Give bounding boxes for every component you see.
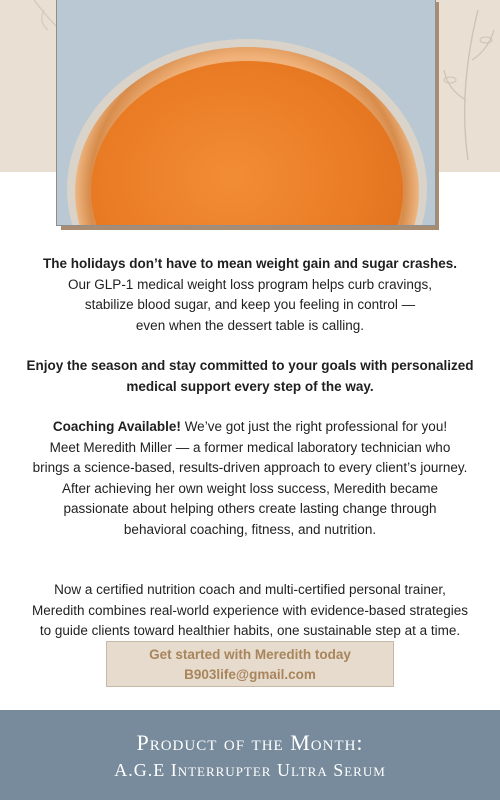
headline: The holidays don’t have to mean weight gain and sugar crashes. xyxy=(42,256,458,271)
cta-label: Get started with Meredith today xyxy=(149,647,351,662)
coaching-line: brings a science-based, results-driven approach to every client’s journey. xyxy=(32,460,468,475)
banner-title: Product of the Month: xyxy=(136,730,364,755)
certified-line: to guide clients toward healthier habits, one sustainable step at a time. xyxy=(39,623,461,638)
intro-line: stabilize blood sugar, and keep you feeling in control — xyxy=(84,297,416,312)
coaching-label: Coaching Available! xyxy=(52,419,181,434)
botanical-sprig-right-icon xyxy=(438,0,500,160)
certified-line: Now a certified nutrition coach and multi-certified personal trainer, xyxy=(54,582,446,597)
intro-line: even when the dessert table is calling. xyxy=(135,317,365,333)
cta-wrapper xyxy=(0,641,500,687)
get-started-button[interactable] xyxy=(106,641,394,687)
coaching-line: passionate about helping others create lasting change through xyxy=(63,501,437,516)
hero-section xyxy=(0,0,500,235)
pumpkin-pie-photo xyxy=(56,0,436,226)
certified-line: Meredith combines real-world experience with evidence-based strategies xyxy=(32,602,468,618)
coaching-line: After achieving her own weight loss success, Meredith became xyxy=(62,480,438,496)
product-of-month-banner xyxy=(0,710,500,800)
commitment-line: Enjoy the season and stay committed to your goals with personalized xyxy=(26,358,474,373)
cta-email: B903life@gmail.com xyxy=(184,667,316,682)
coaching-intro xyxy=(0,417,500,438)
coaching-line: Meet Meredith Miller — a former medical laboratory technician who xyxy=(49,439,451,455)
coaching-intro-text: We’ve got just the right professional for you! xyxy=(180,419,448,434)
coaching-line: behavioral coaching, fitness, and nutrition. xyxy=(123,521,377,537)
banner-product-name: A.G.E Interrupter Ultra Serum xyxy=(114,760,386,780)
intro-line: Our GLP-1 medical weight loss program helps curb cravings, xyxy=(68,276,432,292)
article-body xyxy=(0,254,500,642)
commitment-line: medical support every step of the way. xyxy=(126,378,374,394)
